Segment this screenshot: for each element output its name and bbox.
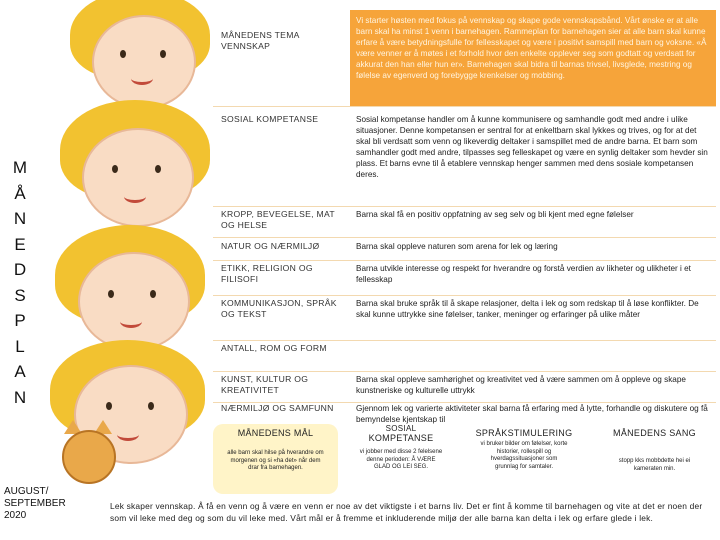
monthly-goal-box — [213, 424, 338, 494]
period-line: AUGUST/ — [4, 486, 49, 497]
monthly-song-box — [593, 424, 716, 494]
period-label — [4, 486, 66, 522]
row-text: Barna skal oppleve samhørighet og kreativitet ved å være sammen om å oppleve og skape kunstneriske og kulturelle uttrykk — [356, 375, 686, 396]
period-line: 2020 — [4, 510, 27, 521]
box-title: SOSIAL — [385, 424, 417, 433]
row-text: Vi starter høsten med fokus på vennskap og skape gode vennskapsbånd. Vårt ønske er at alle barn skal ha minst 1 venn i barnehagen. Rammeplan for barnehagen sier at alle barn skal kunne erfare å være betydningsfulle for fellesskapet og være i positivt samspill med barn og voksne. «Å være venner er å møtes i et forhold hvor den enkelte opplever seg som godtatt og verdsatt for akkurat den han eller hun er». Barnehagen skal bidra til barnas trivsel, livsglede, mestring og følelse av egenverd og forebygge krenkelser og mobbing. — [356, 16, 707, 81]
row-text: Gjennom lek og varierte aktiviteter skal barna få erfaring med å lytte, forhandle og diskutere og få bemyndelse kjentskap til — [356, 404, 708, 425]
row-text: Barna utvikle interesse og respekt for hverandre og forstå verdien av likheter og ulikheter i et fellesskap — [356, 264, 691, 285]
period-line: SEPTEMBER — [4, 498, 66, 509]
language-box — [461, 424, 587, 494]
row-label: NATUR OG NÆRMILJØ — [221, 241, 320, 251]
row-label: MÅNEDENS TEMA VENNSKAP — [213, 10, 350, 106]
box-body: vi jobber med disse 2 felelsene denne perioden: Å VÆRE GLAD OG LEI SEG. — [359, 449, 443, 470]
child-face — [78, 252, 190, 351]
table-row — [213, 261, 716, 296]
child-face — [92, 15, 196, 109]
row-text — [350, 341, 716, 371]
children-illustration — [0, 0, 215, 470]
box-title: SPRÅKSTIMULERING — [475, 428, 573, 438]
title-letter: A — [14, 362, 26, 381]
table-row — [213, 10, 716, 107]
row-text: Sosial kompetanse handler om å kunne kommunisere og samhandle godt med andre i ulike situasjoner. Denne kompetansen er sentral for at enkeltbarn skal lykkes og trives, og for at det skal bli verdsatt som venn og likeverdig deltaker i samspillet med de andre barna. Et barn som samhandler godt med andre, tilpasses seg felleskapet og være en synlig deltaker som hevder sin plass. Et barns evne til å etablere vennskap henger sammen med dens sosiale kompetansen deres. — [356, 115, 708, 180]
title-letter: N — [13, 209, 27, 228]
social-skills-box — [345, 424, 457, 494]
box-title: MÅNEDENS SANG — [613, 428, 696, 438]
title-letter: D — [13, 260, 27, 279]
child-face — [82, 128, 194, 227]
row-label: ETIKK, RELIGION OG FILISOFI — [221, 263, 313, 284]
row-label: KOMMUNIKASJON, SPRÅK OG TEKST — [221, 298, 337, 319]
box-body: vi bruker bilder om følelser, korte historier, rollespill og hverdagssituasjoner som grunnlag for samtaler. — [480, 441, 568, 470]
title-letter: S — [14, 285, 26, 305]
title-letter: L — [15, 336, 25, 356]
table-row — [213, 341, 716, 372]
box-body: alle barn skal hilse på hverandre om morgenen og si «ha det» når dem drar fra barnehagen. — [227, 450, 324, 471]
table-row — [213, 296, 716, 341]
box-title: KOMPETANSE — [368, 433, 434, 443]
row-label: NÆRMILJØ OG SAMFUNN — [221, 403, 334, 413]
table-row — [213, 110, 716, 207]
table-row — [213, 238, 716, 261]
footer-paragraph: Lek skaper vennskap. Å få en venn og å være en venn er noe av det viktigste i et barns liv. Det er fint å komme til barnehagen og vite at det er noen der som vil leke med deg og som du vil leke med. Vårt mål er å fremme et inkluderende miljø der alle barna kan delta i lek og erfare glede i lek. — [110, 501, 703, 524]
table-row — [213, 403, 716, 425]
cat-illustration — [62, 430, 116, 484]
row-text: Barna skal oppleve naturen som arena for lek og læring — [356, 242, 558, 251]
row-text: Barna skal bruke språk til å skape relasjoner, delta i lek og som redskap til å løse konflikter. De skal kunne uttrykke sine følelser, tanker, meninger og erfaringer på ulike måter — [356, 299, 699, 320]
table-row — [213, 207, 716, 238]
row-text: Barna skal få en positiv oppfatning av seg selv og bli kjent med egne følelser — [356, 210, 634, 219]
row-label: SOSIAL KOMPETANSE — [221, 114, 319, 124]
title-letter: E — [14, 234, 26, 254]
row-label: KROPP, BEVEGELSE, MAT OG HELSE — [221, 209, 335, 230]
title-letter: M — [12, 158, 28, 177]
table-row — [213, 372, 716, 403]
box-body: stopp kks mobbdette hei ei kameraten min. — [618, 458, 691, 472]
box-title: MÅNEDENS MÅL — [237, 428, 314, 438]
title-letter: P — [14, 311, 26, 330]
row-label: ANTALL, ROM OG FORM — [221, 343, 327, 353]
vertical-title — [12, 155, 28, 410]
title-letter: Å — [14, 183, 26, 203]
title-letter: N — [13, 387, 27, 407]
monthly-boxes — [213, 424, 716, 496]
row-label: KUNST, KULTUR OG KREATIVITET — [221, 374, 309, 395]
